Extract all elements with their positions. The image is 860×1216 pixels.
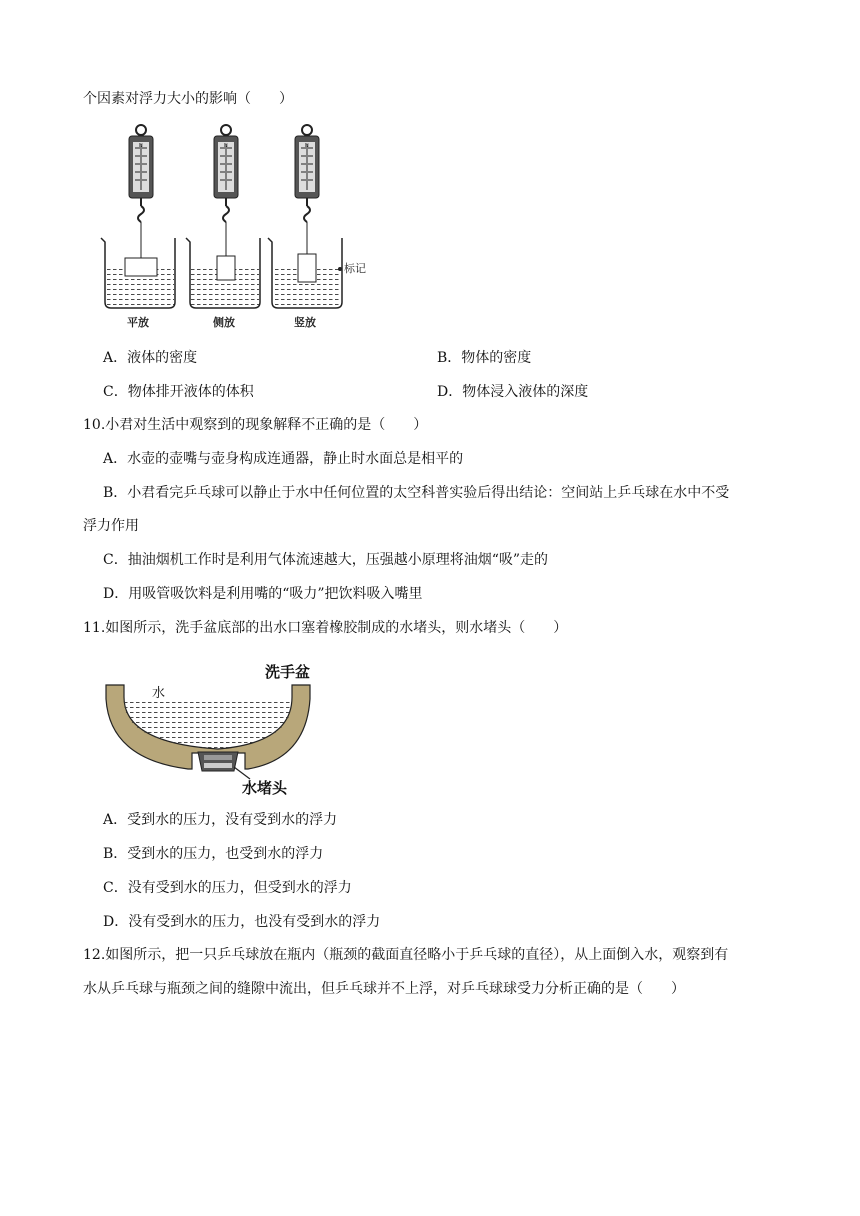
spring-scale-3 — [295, 125, 319, 222]
scale-letter-1: N — [139, 143, 143, 149]
q11-option-a: A．受到水的压力，没有受到水的浮力 — [103, 812, 338, 828]
q10-option-a: A．水壶的壶嘴与壶身构成连通器，静止时水面总是相平的 — [103, 451, 464, 467]
q9-figure — [95, 122, 375, 332]
q11-option-b: B．受到水的压力，也受到水的浮力 — [103, 846, 324, 862]
q11-option-c: C．没有受到水的压力，但受到水的浮力 — [103, 880, 352, 896]
q11-option-d: D．没有受到水的压力，也没有受到水的浮力 — [103, 914, 381, 930]
q9-option-a: A．液体的密度 — [103, 350, 198, 366]
basin-label: 洗手盆 — [265, 663, 311, 681]
q10-option-b-cont: 浮力作用 — [83, 518, 139, 534]
beaker-2 — [186, 222, 260, 308]
q11-figure — [100, 655, 330, 800]
q10-option-b: B．小君看完乒乓球可以静止于水中任何位置的太空科普实验后得出结论：空间站上乒乓球在水中不受 — [103, 485, 730, 501]
q12-stem-line1: 12.如图所示，把一只乒乓球放在瓶内（瓶颈的截面直径略小于乒乓球的直径），从上面倒入水，观察到有 — [83, 947, 729, 963]
q10-option-d: D．用吸管吸饮料是利用嘴的“吸力”把饮料吸入嘴里 — [103, 586, 423, 602]
beaker-3 — [268, 222, 342, 308]
q9-option-d: D．物体浸入液体的深度 — [437, 384, 589, 400]
mark-dot — [338, 267, 342, 271]
scale-letter-2: N — [224, 143, 228, 149]
plug-label: 水堵头 — [242, 779, 288, 797]
q12-stem-line2: 水从乒乓球与瓶颈之间的缝隙中流出，但乒乓球并不上浮，对乒乓球球受力分析正确的是（ ） — [83, 981, 685, 997]
q9-option-b: B．物体的密度 — [437, 350, 532, 366]
block-side — [217, 256, 235, 280]
q11-stem: 11.如图所示，洗手盆底部的出水口塞着橡胶制成的水堵头，则水堵头（ ） — [83, 620, 568, 636]
spring-scale-1 — [129, 125, 153, 222]
label-flat: 平放 — [127, 316, 149, 329]
label-upright: 竖放 — [294, 316, 316, 329]
block-flat — [125, 258, 157, 276]
q10-option-c: C．抽油烟机工作时是利用气体流速越大，压强越小原理将油烟“吸”走的 — [103, 552, 549, 568]
block-upright — [298, 254, 316, 282]
plug — [198, 752, 238, 771]
spring-scale-2 — [214, 125, 238, 222]
q10-stem: 10.小君对生活中观察到的现象解释不正确的是（ ） — [83, 417, 428, 433]
q9-option-c: C．物体排开液体的体积 — [103, 384, 254, 400]
label-side: 侧放 — [213, 316, 235, 329]
beaker-1 — [101, 222, 175, 308]
scale-letter-3: N — [305, 143, 309, 149]
q9-stem-tail: 个因素对浮力大小的影响（ ） — [83, 91, 293, 107]
mark-label: 标记 — [344, 262, 366, 275]
water-label: 水 — [152, 686, 166, 701]
